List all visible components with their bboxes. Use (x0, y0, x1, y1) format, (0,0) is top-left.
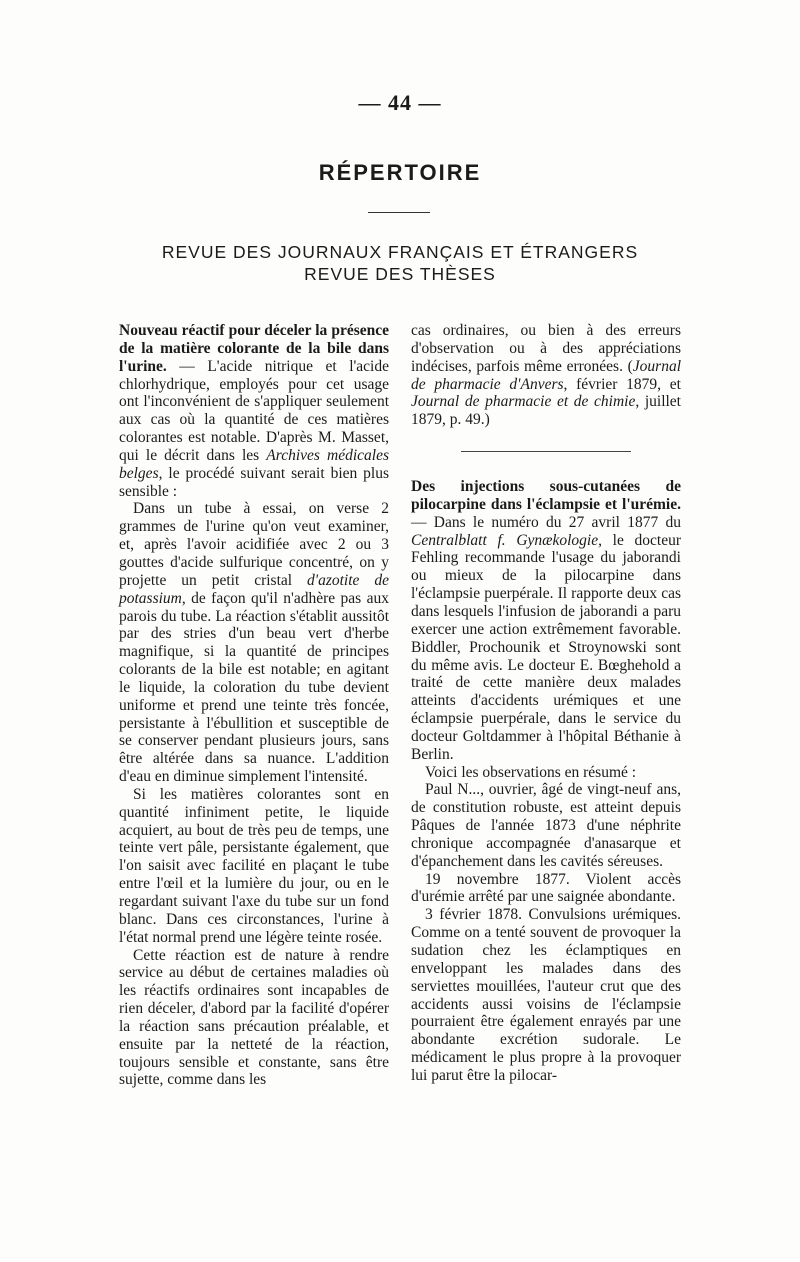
article2-paragraph-5: 3 février 1878. Convulsions urémiques. Comme on a tenté souvent de provoquer la sudation chez les éclamptiques en enveloppant les malades dans des serviettes mouillées, l'auteur crut que des accidents aussi voisins de l'éclampsie pourraient être également enrayés par une abondante excrétion sudorale. Le médicament le plus propre à la provoquer lui parut être la pilocar- (411, 906, 681, 1084)
article1-intro-text: — L'acide nitrique et l'acide chlorhydrique, employés pour cet usage ont l'inconvénient de s'appliquer seulement aux cas où la quantité de ces matières colorantes est notable. D'après M. Masset, qui le décrit dans les (119, 357, 389, 464)
article1-paragraph-4: Cette réaction est de nature à rendre service au début de certaines maladies où les réactifs ordinaires sont incapables de rien déceler, d'abord par la facilité d'opérer la réaction sans précaution préalable, et ensuite par la netteté de la réaction, toujours sensible et constante, sans être sujette, comme dans les (119, 946, 389, 1089)
article1-ref-mid: , février 1879, et (563, 375, 681, 393)
article1-paragraph-3: Si les matières colorantes sont en quantité infiniment petite, le liquide acquiert, au bout de très peu de temps, une teinte vert pâle, persistante également, que l'on saisit avec facilité en plaçant le tube entre l'œil et la lumière du jour, ou en le regardant suivant l'axe du tube sur un fond blanc. Dans ces circonstances, l'urine à l'état normal prend une légère teinte rosée. (119, 785, 389, 946)
article1-ref-end: , juillet 1879, p. 49.) (411, 393, 681, 429)
page-number: — 44 — (358, 90, 442, 115)
article2-paragraph-4: 19 novembre 1877. Violent accès d'urémie arrêté par une saignée abondante. (411, 870, 681, 906)
article1-continuation (411, 322, 681, 429)
article1-intro-journal: Archives médicales belges (119, 446, 390, 482)
article1-ref-journal-2: Journal de pharmacie et de chimie (411, 393, 636, 411)
article1-p2-text-a: Dans un tube à essai, on verse 2 grammes de l'urine qu'on veut examiner, et, après l'avoir acidifiée avec 2 ou 3 gouttes d'acide sulfurique concentré, on y projette un petit cristal (119, 500, 389, 589)
article1-p2-reagent: d'azotite de potassium (119, 571, 389, 607)
article1-ref-journal-1: Journal de pharmacie d'Anvers (411, 357, 681, 393)
article1-p2-text-b: , de façon qu'il n'adhère pas aux parois du tube. La réaction s'établit aussitôt par des stries d'un beau vert d'herbe magnifique, si la quantité de principes colorants de la bile est notable; en agitant le liquide, la coloration du tube devient uniforme et prend une teinte très foncée, persistante à l'ébullition et susceptible de se conserver pendant plusieurs jours, sans être altérée dans sa nuance. L'addition d'eau en diminue simplement l'intensité. (119, 589, 389, 786)
article1-paragraph-2 (119, 500, 389, 786)
article-separator (461, 451, 631, 452)
article2-intro-paragraph (411, 478, 681, 764)
article2-heading: Des injections sous-cutanées de pilocarpine dans l'éclampsie et l'urémie. (411, 478, 681, 513)
left-column (119, 322, 389, 1089)
article1-heading: Nouveau réactif pour déceler la présence de la matière colorante de la bile dans l'urine. (119, 322, 389, 375)
article2-p1-text-b: , le docteur Fehling recommande l'usage du jaborandi ou mieux de la pilocarpine dans l'éclampsie puerpérale. Il rapporte deux cas dans lesquels l'infusion de jaborandi a paru exercer une action extrêmement favorable. Biddler, Prochounik et Stroynowski sont du même avis. Le docteur E. Bœghehold a traité de cette manière deux malades atteints d'accidents urémiques et une éclampsie puerpérale, dans le service du docteur Goltdammer à l'hôpital Béthanie à Berlin. (411, 531, 681, 763)
article1-intro-end: , le procédé suivant serait bien plus sensible : (119, 464, 389, 500)
title-divider (368, 212, 430, 213)
article1-cont-text: cas ordinaires, ou bien à des erreurs d'observation ou à des appréciations indécises, parfois même erronées. ( (411, 322, 681, 375)
section-subtitle-journals: REVUE DES JOURNAUX FRANÇAIS ET ÉTRANGERS (161, 242, 639, 262)
right-column (411, 322, 681, 1085)
article2-paragraph-2: Voici les observations en résumé : (425, 763, 637, 781)
article2-p1-journal: Centralblatt f. Gynækologie (411, 531, 599, 549)
article2-p1-text-a: — Dans le numéro du 27 avril 1877 du (411, 513, 681, 531)
article1-intro-paragraph (119, 322, 389, 500)
article2-paragraph-3: Paul N..., ouvrier, âgé de vingt-neuf ans, de constitution robuste, est atteint depuis Pâques de l'année 1873 d'une néphrite chronique accompagnée d'anasarque et d'épanchement dans les cavités séreuses. (411, 781, 681, 870)
page-title: RÉPERTOIRE (318, 160, 482, 185)
section-subtitle-theses: REVUE DES THÈSES (304, 264, 496, 284)
